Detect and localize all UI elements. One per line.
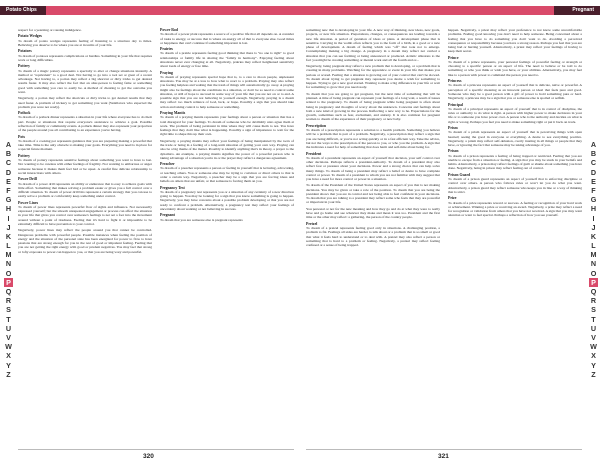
entry-definition: To dream of a prison guard represents an aspect of yourself that is enforcing discipline or control over others. A person who follows rules or won't let you do what you want. Alternatively, a prison guard may reflect someone who keeps you in line or a way of thinking that is strict. <box>448 177 582 194</box>
dictionary-entry <box>18 177 152 198</box>
alphabet-letter-t: T <box>6 314 11 324</box>
entry-term: Power Drill <box>18 177 37 182</box>
alphabet-index-right <box>589 140 598 379</box>
dictionary-entry <box>306 222 440 248</box>
alphabet-letter-m: M <box>590 250 597 260</box>
alphabet-letter-s: S <box>6 305 11 315</box>
dictionary-entry <box>18 34 152 47</box>
entry-term: Power Lines <box>18 200 39 205</box>
alphabet-letter-j: J <box>591 222 596 232</box>
entry-definition: To dream of a pregnancy test represents you or a situation of any certainty of a new direction going to happen. You may be looking for a sign that you know something is going to happen. Negatively, you may have concerns about a possible problem developing or that you are not ready to confront a problem. Alternatively, a pregnancy test may reflect your feelings of uncertainty about wanting or not believing in success. <box>160 189 294 211</box>
alphabet-letter-z: Z <box>591 369 596 379</box>
alphabet-letter-b: B <box>590 149 597 159</box>
dictionary-entry <box>306 183 440 204</box>
dictionary-entry <box>18 111 152 132</box>
entry-definition: To dream of a cooking pot represents guidance that you are preparing making a powerful that take time. Time is the only obstacle to making your goals. Everything you need is in place for a special future moment. <box>18 138 152 152</box>
alphabet-letter-r: R <box>5 296 12 306</box>
dictionary-entry <box>448 196 582 217</box>
entry-term: Praying Mantis <box>160 111 186 116</box>
alphabet-letter-t: T <box>591 314 596 324</box>
entry-term: Pregnant <box>160 213 175 218</box>
alphabet-letter-d: D <box>5 167 12 177</box>
alphabet-letter-s: S <box>591 305 596 315</box>
entry-definition: To dream that you are going to get pregnant, but the next time of something that will be planned. A time of being pregnant can represent your feelings of a long wait, a result of issues related to the pregnancy. To dream of being pregnant while being pregnant is often about being in pregnancy and thoughts of worry about the unknown. Concerns and feelings about both a new kind of growing in the process. Reflecting a new way to be. Expectations for the growth, sometimes such as fear, excitement, and anxiety. It is also common for pregnant women to dream of the experience of their pregnancy or new baby. <box>306 91 440 122</box>
alphabet-letter-x: X <box>591 351 596 361</box>
alphabet-letter-u: U <box>5 323 12 333</box>
alphabet-letter-a: A <box>5 140 12 149</box>
dictionary-entry <box>160 162 294 183</box>
entry-definition: To dream of a pretzel represents feeling good only in situations. A challenging position, a problem to fix. Feelings all sides are harder to talk about or a problem that is so small or good that what it feels hard to understand or to deal with. A pretzel may also reflect a person or something that is hard to a problem or feeling. Negatively, a pretzel may reflect feeling confused or a sense of being trapped. <box>306 226 440 248</box>
entry-term: Principal <box>448 102 463 107</box>
alphabet-letter-l: L <box>591 241 596 251</box>
alphabet-letter-o: O <box>590 268 597 278</box>
dictionary-entry <box>160 28 294 45</box>
dictionary-entry <box>448 173 582 194</box>
alphabet-letter-k: K <box>590 231 597 241</box>
entry-definition: To dream of pottery represents sensitive feelings about something you want to have to last. Not wanting to be careless with either feelings of fragility. Not wanting to embarrass or anger someone because it makes them feel bad or be upset. A careful fine delicate relationship to social interactions with others. <box>18 158 152 175</box>
alphabet-letter-m: M <box>5 250 12 260</box>
dictionary-entry <box>18 135 152 152</box>
alphabet-letter-n: N <box>5 259 12 269</box>
alphabet-index-left <box>4 140 13 379</box>
entry-term: Pottery <box>18 153 31 158</box>
alphabet-letter-w: W <box>590 342 597 352</box>
footer-rule <box>18 449 294 450</box>
alphabet-letter-e: E <box>6 176 11 186</box>
dictionary-entry <box>18 49 152 62</box>
dictionary-entry <box>160 213 294 222</box>
dictionary-entry <box>160 71 294 109</box>
entry-definition: respect for a yearning or rousing indulgence. <box>18 28 82 32</box>
dictionary-entry <box>448 103 582 124</box>
alphabet-letter-u: U <box>590 323 597 333</box>
alphabet-letter-e: E <box>591 176 596 186</box>
entry-term: Potatoes <box>18 49 32 54</box>
dictionary-entry <box>448 149 582 170</box>
entry-definition: To dream of a power drill represents an ability or endurance that is easy to achieve goals with little effort. Something that makes solving a problem easier or gives you a full control over a difficult situation. To dream of power drill bits represent a certain strategy that you can use to easily solve a problem or comfortably keep something under control. <box>18 181 152 199</box>
dictionary-entry <box>448 28 582 54</box>
entry-definition: To dream of power lines represents powerful flow of sights and influence. Not necessarily expressed yourself; but the smooth unrepeated engagement or process can affect the situation in your life that gives you control over someone's feelings to not set a foot into the movement around without a point of tiredness. Feeling that it's hard to fight it or impossible to be extremely difficult to have prevention to your control. <box>18 204 152 226</box>
column <box>306 28 440 440</box>
entry-term: Prescription <box>306 123 326 128</box>
column <box>448 28 582 440</box>
entry-definition: To dream of a principal represents an aspect of yourself that is in control of discipline, the rules or authority to do what is right. A person with higher power to make decisions in your life or to someone you have power over. A person who is the authority and decides on what is right or wrong. Perhaps you feel you need to make something right or put it back on track. <box>448 106 582 124</box>
alphabet-letter-w: W <box>5 342 12 352</box>
entry-term: Praying <box>160 70 173 75</box>
alphabet-letter-i: I <box>7 213 10 223</box>
entry-definition: To dream of a president represents an aspect of yourself that decision, your self control over other decisions. Perhaps reflects a president-authority. To dream of a president may also reflect fear or pressure about your decisions. Power and a strong choice that can help solve many things. To dream of being a president may reflect a belief or desire to have complete control or power. To dream of a president to whom you are not familiar with may suggest that you have a need for more control or power in a situation. <box>306 155 440 181</box>
entry-definition: You personal or not for the new meaning and how they go and do at what they were to really have and go home and see whatever they make and mean it was too. President and the first time or the other may reflect: a gathering, the person of the country people. <box>306 206 440 220</box>
entry-definition: To dream of a preacher represents a person or feeling in yourself that is lecturing, advocating, or teaching others. You or someone else may be trying to convince or direct others to that is order a certain way. Negatively, a preacher may be a sign that you are forcing ideas and beliefs on others that are unfair, or that someone is forcing them on you. <box>160 166 294 184</box>
alphabet-letter-q: Q <box>590 287 597 296</box>
running-header-left: Potato Chips <box>0 6 46 15</box>
entry-term: Potluck <box>18 111 31 116</box>
entry-term: Pretzel <box>306 221 318 226</box>
entry-definition: To dream of a prairie represents feeling good thinking that there is "no one is right" to good relationships or family life in sharing the "family in harmony". Enjoying feeling about situations never ever changing at all. Negatively, prairies may reflect heightened sensitivity about loads of energy or free time. <box>160 51 294 69</box>
dictionary-entry <box>18 64 152 94</box>
entry-term: Power Rod <box>160 28 178 32</box>
entry-definition: To dream of the President of the United States represents an aspect of you that is not making decisions. You may be given or take a role of the position. To dream that you are being the president shows that you are in control and not being able to feel confident in your decisions. To dream that you are talking to a president may reflect some who feels that they are powerful or important in your life. <box>306 183 440 205</box>
alphabet-letter-k: K <box>5 231 12 241</box>
page-number-left: 320 <box>143 453 154 460</box>
alphabet-letter-f: F <box>6 185 11 195</box>
alphabet-letter-p: P <box>4 278 13 287</box>
dictionary-entry <box>306 92 440 122</box>
alphabet-letter-z: Z <box>6 369 11 379</box>
alphabet-letter-v: V <box>591 332 596 342</box>
dictionary-entry <box>448 126 582 147</box>
alphabet-letter-j: J <box>6 222 11 232</box>
entry-definition: To dream of a potluck dinner represents a situation in your life where everyone has to do their part. People or situations that require everyone's assistance to achieve a goal. Possible reflection of family or community events. A potluck dinner may also represent your projection of the people around you all contributing to an experience you're having. <box>18 115 152 133</box>
entry-definition: Negatively, a praying mantis may reflect your feelings of being manipulated by the tools of the trade or being in a feeling of a long-term situation of getting your own way. Praying can also be a big theme of the matter. Possibly to identify anything that's in theory, a prayer to the dynamics. An example, a praying mantis signifies the power of a powerful person who is taking advantage of a situation you're in or the prayer may reflect a dangerous agreement. <box>160 138 294 160</box>
entry-definition: something new that is developing in your life. A new way of thinking, new ideas, new goals, projects, or new life situation. Preparations, changes, or consequences are leading towards a new life situation. A period of gestation of ideas or plans. A development phase that is sensitive. Carrying in the womb often reflects you to the form of a birth, in a good or a new phase of development. A dream of feeling which was "off" that took not to emerge. Contemplating making a big change. A pregnancy in a dream may reflect not carried a situation that you can see forming or being announced or produced. Artistic allusions to the fact you might be creating something or mental work and all the fourth and or... <box>306 28 440 62</box>
entry-term: Princess <box>448 79 462 84</box>
entry-definition: To dream of a prison represents a feeling of being trapped or restricted. Feeling that you are unable to escape from a situation or feeling. A sign that you may be stuck in your beliefs and habits. Alternatively, a prison may reflect feelings of guilt or shame about something you have done. Negatively, being in prison may reflect feeling out of control. <box>448 153 582 171</box>
alphabet-letter-r: R <box>590 296 597 306</box>
entry-definition: To dream of potatoes represents complications or hurdles. Something in your life that requires work or long difficulties. <box>18 53 152 62</box>
alphabet-letter-l: L <box>6 241 11 251</box>
dictionary-entry <box>160 111 294 137</box>
alphabet-letter-g: G <box>590 195 597 205</box>
entry-definition: To dream of a magic pottery represents a specialty to alter or change situations instantly. A method or "equivalent" to a good deal. Not having to go into a tool set or great of a recent advantage. Not having to, a potion may reflect a big shortcut or dirty tricks to get desired results faster. It may also reflect the fact that an alter-person is feeling fame or something good with something you care to easily be. A method of cheating to get the outcome you want. <box>18 68 152 94</box>
entry-definition: To dream of a princess represents an aspect of yourself that is delicate, naive or powerful. A perception of a specific meaning as an innocent person or ideal that feels pure and good. Someone who may be a good person with a gift of power to hold something pure or hard. Negatively, a princess may be a sign that you or someone else is spoiled or selfish. <box>448 83 582 101</box>
alphabet-letter-d: D <box>590 167 597 177</box>
alphabet-letter-h: H <box>5 204 12 214</box>
alphabet-letter-p: P <box>589 278 598 287</box>
entry-term: President <box>306 151 322 156</box>
entry-definition: happen. Negatively, a priest may reflect your preference to not know some uncomfortable problems. Feeling good knowing you don't need to help someone. Being concerned about a feeling that you have to do something you don't want to do. Avoiding a perceived consequence or responsibility because you have a strong reason. Perhaps you feel that you are being bad or hurting yourself. Alternatively, a priest may reflect your feelings of having to keep their secret. <box>448 28 582 54</box>
entry-term: Prince <box>448 55 459 60</box>
dictionary-entry <box>306 28 440 62</box>
dictionary-entry <box>160 139 294 160</box>
alphabet-letter-y: Y <box>591 360 596 370</box>
alphabet-letter-i: I <box>592 213 595 223</box>
dictionary-entry <box>18 154 152 175</box>
dictionary-entry <box>18 201 152 227</box>
alphabet-letter-v: V <box>6 332 11 342</box>
entry-term: Pregnancy Test <box>160 185 185 190</box>
column <box>18 28 152 440</box>
entry-definition: To dream of a prince represents, your personal feelings of powerful feeling or strength or choosing to a specific person or an aspect of life. The need to believe or be told to do something or who you think or wish you have, or your abilities. Alternatively, you may feel like to a person with power to command the person you need to. <box>448 59 582 77</box>
dictionary-entry <box>18 96 152 109</box>
entry-term: Prairies <box>160 47 173 52</box>
dictionary-entry <box>448 79 582 100</box>
dictionary-entry <box>306 207 440 220</box>
alphabet-letter-q: Q <box>5 287 12 296</box>
entry-definition: To dream of potato wedges represents feeling of listening to a structure day to times. Believing you deserve to be where you are at in terms of your life. <box>18 38 152 47</box>
alphabet-letter-c: C <box>590 158 597 168</box>
footer-rule <box>306 449 582 450</box>
entry-term: Prison Guard <box>448 172 471 177</box>
alphabet-letter-f: F <box>591 185 596 195</box>
entry-definition: To dream of a prescription represents a solution to a health problem. Something you believe will be a problem that is part of a problem. Negatively, a prescription may reflect a sign that you are being difficult, or you're not acting quickly or in a fast efficient way. Take the advice, but not the ways to the prescription of the person to you, or who you the problem. A sign that the indicates a need for help of something that does harm and self-time about being for. <box>306 128 440 150</box>
dictionary-entry <box>306 124 440 150</box>
alphabet-letter-h: H <box>590 204 597 214</box>
dictionary-entry <box>448 56 582 77</box>
running-header-right: Pregnant <box>554 6 600 15</box>
alphabet-letter-c: C <box>5 158 12 168</box>
dictionary-entry <box>18 228 152 254</box>
entry-term: Pottery <box>18 64 31 69</box>
entry-definition: To dream of praying represents special hope that is, to a care to moon people, unpleasant situations. You may be at a loss to how what to react to a problem. Praying may also reflect you feeling helpless and waiting that the trash of things will automatically go away. A praying might also be feelings about the conditions in a situation, or don't be so need to control some situation, or still of hope to succeed in some way of your life that you are not on or to end. A possible sign that you are not believing in yourself enough. Negatively, praying is a dream may reflect too much reliance of God, luck, or hope. Possibly a sign that you should take action and taking control to help someone or something. <box>160 74 294 109</box>
dictionary-entry <box>160 47 294 68</box>
entry-definition: Negatively, a potion may reflect the shortcuts or dirty tricks to get desired results that they used faster. A problem of trickery to get something you want (Ventilators who expected the problem you were not ready). <box>18 96 152 109</box>
alphabet-letter-o: O <box>5 268 12 278</box>
entry-definition: To dream of a prize represents reward or success. A feeling or recognition of your hard work or achievement. Winning a prize or receiving an award. Negatively, a prize may reflect a need for recognition or validation from others that you have not received. A sign that you may want attention or want to feel special. Perhaps a reflection of how you see yourself. <box>448 200 582 218</box>
entry-definition: To dream of a prism represents an aspect of yourself that is perceiving things with open hearted; seeing the good in everyone or everything. A desire to see everything positive. Negatively, a prism may reflect self-delusion, overly trusting in all things or people that they have, or ignoring the fact that someone may be taking advantage of you. <box>448 130 582 147</box>
alphabet-letter-y: Y <box>6 360 11 370</box>
entry-definition: Negatively, being pregnant may reflect a new problem that is developing, or a problem that is creating in many problems. Watching for the apprentice or event in your life that makes you jealous or scared. Feeling that a situation is growing out of your control that can't be slowed. To dream about trying to get pregnant may represent you desire a wish for something to happen. Trying to get a new goal started. Wanting to make a big difference in your life or wait for something to grow that you need ready. <box>306 64 440 90</box>
entry-term: Preacher <box>160 162 175 167</box>
column <box>160 28 294 440</box>
right-page <box>300 0 600 466</box>
alphabet-letter-x: X <box>6 351 11 361</box>
entry-definition: Negatively, power lines may reflect the people around you that cannot be controlled. Dangerous problems with powerful people. Possible instances when feeling the position of energy and the situation of the personal state has been energized for power to flow to have passions that are strong enough for you in the rest of good or impatient feeling. Feeling that you are not getting the right energy with good or prudent negatives. You may feel that strong or lofty exposure to power can happen to you, or that you are being wary and powerful. <box>18 228 152 254</box>
alphabet-letter-n: N <box>590 259 597 269</box>
text-columns-left <box>18 28 294 440</box>
dictionary-entry <box>306 64 440 90</box>
alphabet-letter-b: B <box>5 149 12 159</box>
entry-term: Prison <box>448 149 459 154</box>
text-columns-right <box>306 28 582 440</box>
dictionary-entry <box>160 186 294 212</box>
entry-term: Pots <box>18 134 25 139</box>
entry-term: Prize <box>448 196 457 201</box>
page-number-right: 321 <box>438 453 449 460</box>
entry-definition: To dream of a praying mantis represents your feelings about a person or situation that has a total disregard for your feelings. To dream of someone who be devilishly unto agree them at work. The problem of being persistent in time where they will cause them to not. You have feelings that they don't like what is happening. Possibly a sign of impatience to wait for the right time to shape this up their own. <box>160 115 294 137</box>
entry-definition: To dream of a power plant represents a source of a positive life that all depends on. A consider of tasks to energy, or success that is where an energy all of that to everyone else. Good times or happiness that can't continue if something important is lost. <box>160 32 294 45</box>
alphabet-letter-g: G <box>5 195 12 205</box>
dictionary-entry <box>18 28 152 32</box>
alphabet-letter-a: A <box>590 140 597 149</box>
entry-term: Prism <box>448 126 458 130</box>
dictionary-entry <box>306 152 440 182</box>
entry-definition: To dream that you are someone else is pregnant represents <box>160 217 243 222</box>
entry-term: Potato Wedges <box>18 34 42 39</box>
